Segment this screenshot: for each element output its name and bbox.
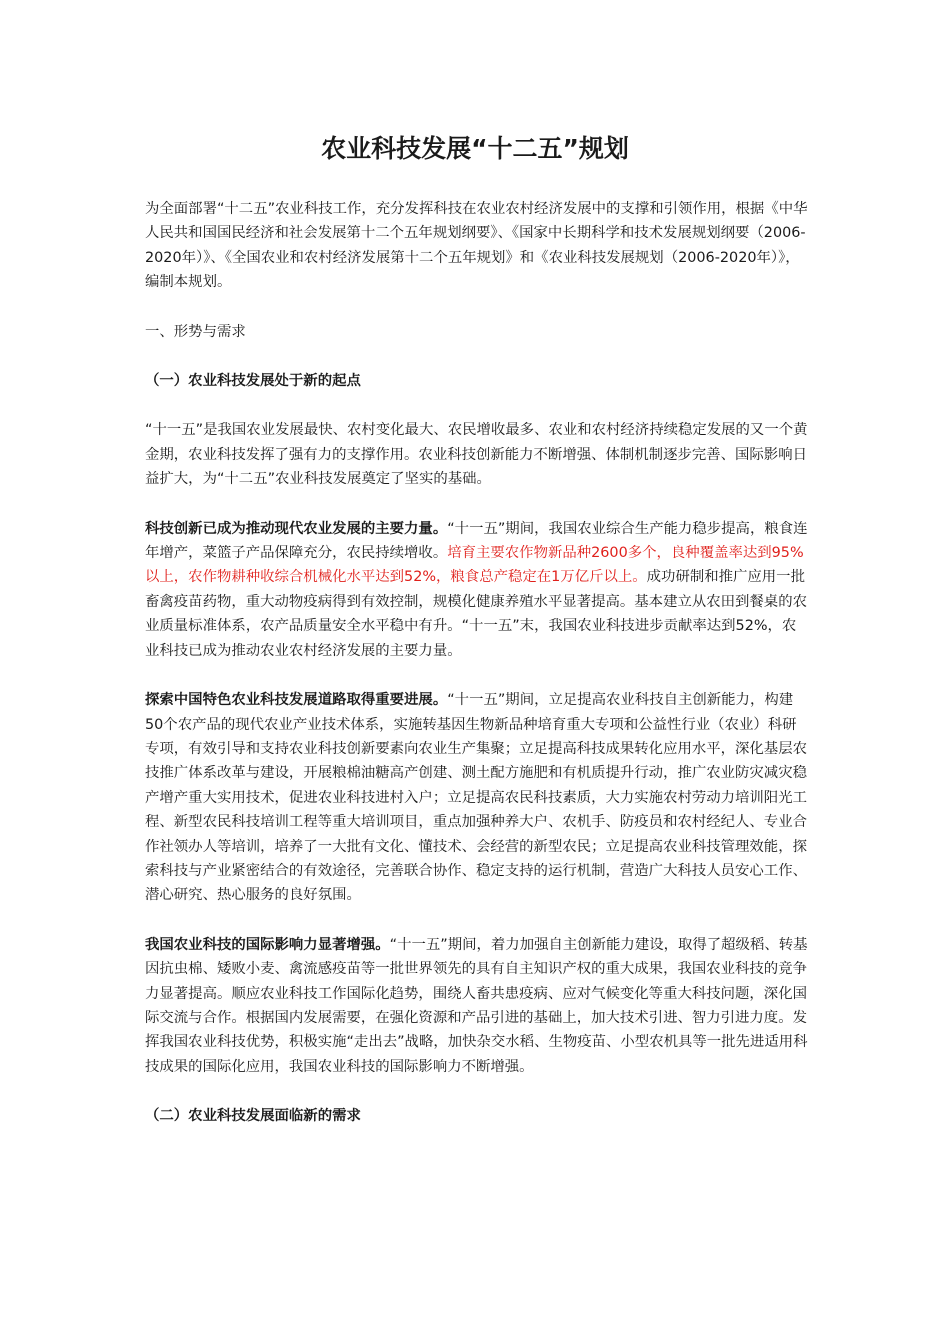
paragraph-development-path [145,688,810,908]
paragraph-lead: 科技创新已成为推动现代农业发展的主要力量。 [145,520,448,537]
paragraph-international-influence [145,933,810,1079]
paragraph-lead: 我国农业科技的国际影响力显著增强。 [145,936,390,953]
paragraph-innovation-force [145,517,810,663]
paragraph-text: 成功研制和推广应用一批畜禽疫苗药物，重大动物疫病得到有效控制，规模化健康养殖水平显著提高。基本建立从农田到餐桌的农业质量标准体系，农产品质量安全水平稳中有升。“十一五”末，我国农业科技进步贡献率达到52%，农业科技已成为推动农业农村经济发展的主要力量。 [145,569,807,659]
section-heading-situation: 一、形势与需求 [145,323,246,340]
document-title: 农业科技发展“十二五”规划 [321,134,629,163]
intro-paragraph: 为全面部署“十二五”农业科技工作，充分发挥科技在农业农村经济发展中的支撑和引领作用，根据《中华人民共和国国民经济和社会发展第十二个五年规划纲要》、《国家中长期科学和技术发展规划纲要（2006-2020年）》、《全国农业和农村经济发展第十二个五年规划》和《农业科技发展规划（2006-2020年）》，编制本规划。 [145,201,808,291]
highlighted-statistics: 培育主要农作物新品种2600多个，良种覆盖率达到95%以上，农作物耕种收综合机械化水平达到52%，粮食总产稳定在1万亿斤以上。 [145,545,804,586]
paragraph-text: “十一五”期间，着力加强自主创新能力建设，取得了超级稻、转基因抗虫棉、矮败小麦、禽流感疫苗等一批世界领先的具有自主知识产权的重大成果，我国农业科技的竞争力显著提高。顺应农业科技工作国际化趋势，围绕人畜共患疫病、应对气候变化等重大科技问题，深化国际交流与合作。根据国内发展需要，在强化资源和产品引进的基础上，加大技术引进、智力引进力度。发挥我国农业科技优势，积极实施“走出去”战略，加快杂交水稻、生物疫苗、小型农机具等一批先进适用科技成果的国际化应用，我国农业科技的国际影响力不断增强。 [145,936,808,1075]
paragraph-golden-period: “十一五”是我国农业发展最快、农村变化最大、农民增收最多、农业和农村经济持续稳定发展的又一个黄金期，农业科技发挥了强有力的支撑作用。农业科技创新能力不断增强、体制机制逐步完善、国际影响日益扩大，为“十二五”农业科技发展奠定了坚实的基础。 [145,422,808,488]
subsection-heading-1: （一）农业科技发展处于新的起点 [145,373,361,390]
paragraph-text: “十一五”期间，立足提高农业科技自主创新能力，构建50个农产品的现代农业产业技术体系，实施转基因生物新品种培育重大专项和公益性行业（农业）科研专项，有效引导和支持农业科技创新要素向农业生产集聚；立足提高科技成果转化应用水平，深化基层农技推广体系改革与建设，开展粮棉油糖高产创建、测土配方施肥和有机质提升行动，推广农业防灾减灾稳产增产重大实用技术，促进农业科技进村入户；立足提高农民科技素质，大力实施农村劳动力培训阳光工程、新型农民科技培训工程等重大培训项目，重点加强种养大户、农机手、防疫员和农村经纪人、专业合作社领办人等培训，培养了一大批有文化、懂技术、会经营的新型农民；立足提高农业科技管理效能，探索科技与产业紧密结合的有效途径，完善联合协作、稳定支持的运行机制，营造广大科技人员安心工作、潜心研究、热心服务的良好氛围。 [145,692,807,904]
paragraph-text: “十一五”期间，我国农业综合生产能力稳步提高，粮食连年增产，菜篮子产品保障充分，农民持续增收。 [145,520,808,562]
document-body [145,197,810,1154]
paragraph-lead: 探索中国特色农业科技发展道路取得重要进展。 [145,692,448,709]
subsection-heading-2: （二）农业科技发展面临新的需求 [145,1108,361,1125]
